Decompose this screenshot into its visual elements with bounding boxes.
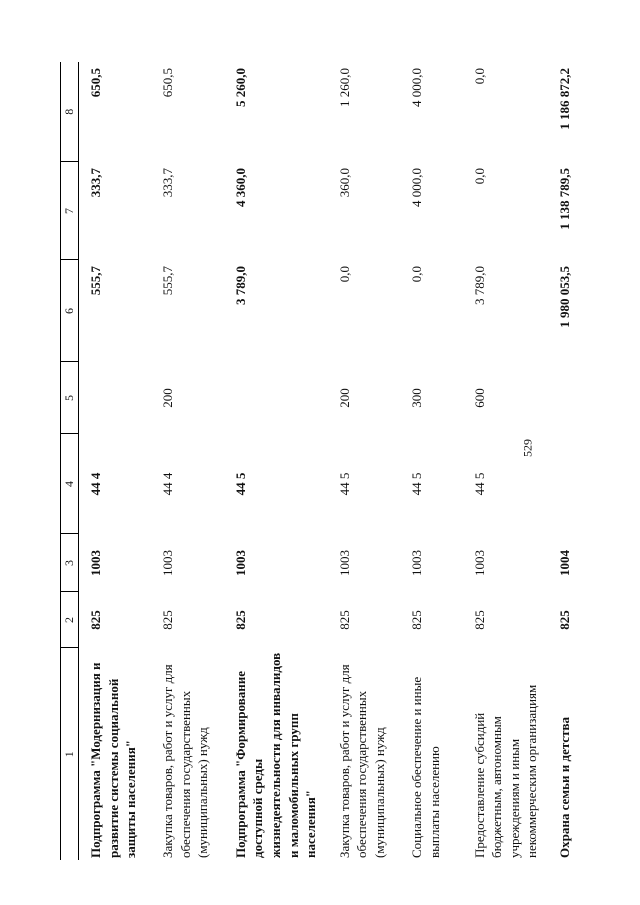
cell: 1003 [471, 550, 487, 576]
cell: 1003 [88, 550, 103, 576]
cell: 3 789,0 [471, 266, 487, 305]
cell: 44 4 [160, 472, 176, 496]
row-name-cell: Подпрограмма "Модернизация и развитие системы социальной защиты населения" [88, 662, 139, 858]
cell: 3 789,0 [232, 266, 248, 305]
cell: 360,0 [336, 168, 352, 198]
table-row [151, 62, 224, 860]
column-header: 4 [61, 434, 79, 534]
column-header: 5 [61, 362, 79, 434]
cell: 44 5 [409, 472, 425, 496]
cell: 5 260,0 [232, 68, 248, 107]
cell: 0,0 [471, 168, 487, 185]
cell [548, 362, 600, 434]
cell: 4 360,0 [232, 168, 248, 207]
cell: 333,7 [160, 168, 176, 198]
page-number: 529 [520, 439, 535, 457]
cell [548, 434, 600, 534]
cell: 825 [232, 610, 248, 630]
rotated-table-container [60, 62, 600, 860]
cell [79, 362, 152, 434]
row-name-cell: Подпрограмма "Формирование доступной среды жизнедеятельности для инвалидов и маломобильных групп населения" [232, 652, 319, 858]
cell: 650,5 [88, 68, 103, 98]
table-row [400, 62, 462, 860]
row-name-cell: Закупка товаров, работ и услуг для обеспечения государственных (муниципальных) нужд [336, 664, 387, 858]
cell: 44 5 [336, 472, 352, 496]
cell: 825 [160, 610, 176, 630]
cell: 555,7 [88, 266, 103, 296]
cell: 44 4 [88, 472, 103, 496]
cell: 300 [409, 388, 425, 408]
row-name-cell: Социальное обеспечение и иные выплаты населению [409, 676, 442, 858]
header-row [61, 62, 79, 860]
cell: 1003 [160, 550, 176, 576]
cell: 0,0 [471, 68, 487, 85]
cell: 0,0 [336, 266, 352, 283]
cell: 0,0 [409, 266, 425, 283]
table-row [328, 62, 401, 860]
row-name-cell: Охрана семьи и детства [556, 716, 572, 858]
column-header: 8 [61, 62, 79, 162]
table-row [79, 62, 152, 860]
cell: 44 5 [471, 472, 487, 496]
column-header: 3 [61, 534, 79, 592]
cell: 1 260,0 [336, 68, 352, 107]
cell: 825 [556, 610, 572, 630]
cell: 825 [409, 610, 425, 630]
cell: 44 5 [232, 472, 248, 496]
cell: 650,5 [160, 68, 176, 98]
cell: 4 000,0 [409, 68, 425, 107]
cell: 600 [471, 388, 487, 408]
row-name-cell: Предоставление субсидий бюджетным, автономным учреждениям и иным некоммерческим организациям [471, 684, 540, 858]
cell: 1003 [409, 550, 425, 576]
cell: 333,7 [88, 168, 103, 198]
cell: 4 000,0 [409, 168, 425, 207]
cell: 1004 [556, 550, 572, 576]
cell: 200 [160, 388, 176, 408]
table-row [548, 62, 600, 860]
column-header: 2 [61, 592, 79, 648]
cell: 825 [471, 610, 487, 630]
cell: 1003 [232, 550, 248, 576]
cell [224, 362, 328, 434]
budget-table [60, 62, 600, 860]
cell: 200 [336, 388, 352, 408]
cell: 825 [88, 610, 103, 630]
column-header: 1 [61, 648, 79, 860]
row-name-cell: Закупка товаров, работ и услуг для обеспечения государственных (муниципальных) нужд [160, 664, 211, 858]
cell: 825 [336, 610, 352, 630]
column-header: 7 [61, 162, 79, 260]
cell: 1003 [336, 550, 352, 576]
cell: 555,7 [160, 266, 176, 296]
cell: 1 980 053,5 [556, 266, 572, 328]
cell: 1 186 872,2 [556, 68, 572, 130]
column-header: 6 [61, 260, 79, 362]
table-row [463, 62, 548, 860]
cell: 1 138 789,5 [556, 168, 572, 230]
table-row [224, 62, 328, 860]
